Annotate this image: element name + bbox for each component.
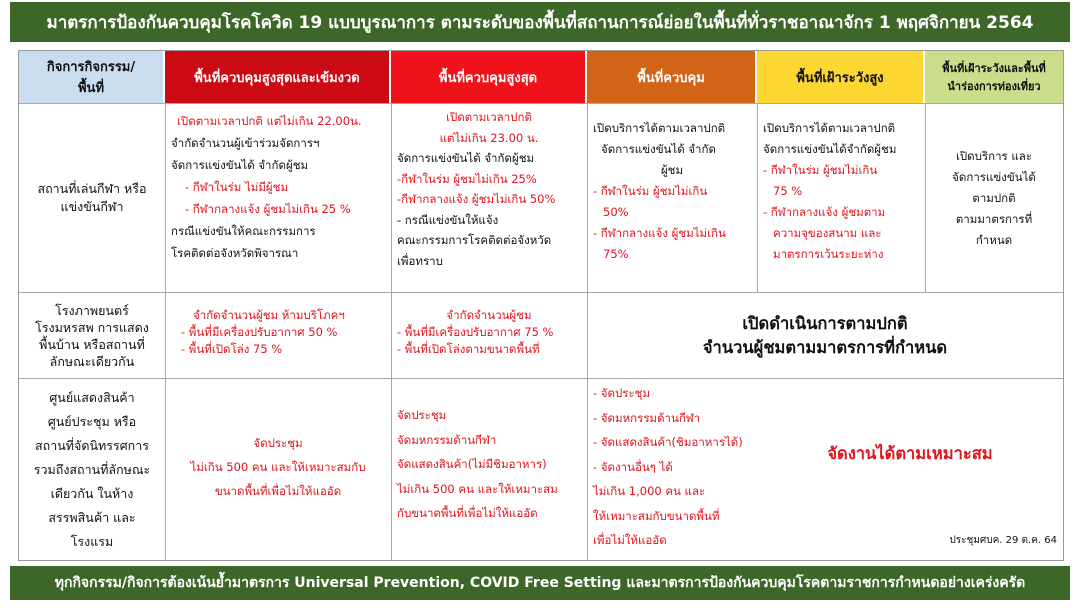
cell-line: ไม่เกิน 500 คน และให้เหมาะสมกับ — [190, 460, 366, 474]
header-high-watch-zone — [757, 51, 925, 103]
cell-line: ความจุของสนาม และ — [773, 226, 882, 240]
cell-line: จำกัดจำนวนผู้ชม ห้ามบริโภคฯ — [193, 308, 345, 322]
cell-line: กำหนด — [975, 233, 1013, 247]
sports-high-watch-cell — [757, 104, 925, 292]
row-label-line: โรงภาพยนตร์ — [55, 302, 129, 318]
header-control-label: พื้นที่ควบคุม — [637, 70, 705, 86]
row-label-sports — [19, 104, 165, 292]
cell-line: จำกัดจำนวนผู้เข้าร่วมจัดการฯ — [171, 136, 320, 150]
footer-banner — [10, 566, 1070, 600]
cinema-max-cell — [391, 293, 587, 378]
row-label-line: ศูนย์ประชุม หรือ — [47, 413, 137, 429]
header-watch-line2: นำร่องการท่องเที่ยว — [947, 80, 1041, 93]
header-max-strict-zone — [165, 51, 391, 103]
cell-line: จัดมหกรรมด้านกีฬา — [397, 432, 497, 447]
page-title: มาตรการป้องกันควบคุมโรคโควิด 19 แบบบูรณาการ ตามระดับของพื้นที่สถานการณ์ย่อยในพื้นที่ทั่วราชอาณาจักร 1 พฤศจิกายน 2564 — [46, 12, 1034, 33]
exhibition-control-cell — [587, 379, 757, 560]
cell-line: - กีฬากลางแจ้ง ผู้ชมตาม — [763, 205, 886, 219]
cell-line: -กีฬาในร่ม ผู้ชมไม่เกิน 25% — [397, 171, 537, 186]
sports-control-cell — [587, 104, 757, 292]
header-control-zone — [587, 51, 757, 103]
cell-line: จัดการแข่งขันได้ จำกัดผู้ชม — [171, 158, 309, 172]
cell-line: - จัดประชุม — [593, 386, 651, 400]
header-max-zone — [391, 51, 587, 103]
cell-line: 75% — [603, 247, 629, 261]
cell-line: กับขนาดพื้นที่เพื่อไม่ให้แออัด — [397, 506, 538, 520]
row-label-line: เดียวกัน ในห้าง — [50, 485, 134, 501]
cell-line: จัดการแข่งขันได้ จำกัดผู้ชม — [397, 151, 535, 165]
header-activity-line1: กิจการกิจกรรม/ — [46, 60, 136, 75]
cell-line: เปิดตามเวลาปกติ — [446, 110, 532, 124]
cell-line: - กรณีแข่งขันให้แจ้ง — [397, 212, 499, 227]
sports-max-cell — [391, 104, 587, 292]
exhibition-merged-cell — [757, 379, 1063, 529]
cell-line: - กีฬาในร่ม ไม่มีผู้ชม — [185, 180, 289, 194]
cell-line: ผู้ชม — [660, 163, 684, 177]
row-label-line: พื้นบ้าน หรือสถานที่ — [39, 336, 145, 352]
cell-line: -กีฬากลางแจ้ง ผู้ชมไม่เกิน 50% — [397, 192, 556, 206]
cell-line: จัดงานได้ตามเหมาะสม — [827, 444, 993, 463]
cell-line: 75 % — [773, 184, 803, 198]
cell-line: กรณีแข่งขันให้คณะกรรมการ — [171, 224, 316, 238]
header-max-label: พื้นที่ควบคุมสูงสุด — [438, 70, 538, 86]
footer-text: ทุกกิจกรรม/กิจการต้องเน้นย้ำมาตรการ Universal Prevention, COVID Free Setting และมาตรการป้องกันควบคุมโรคตามราชการกำหนดอย่างเคร่งครัด — [54, 575, 1026, 591]
measures-table — [18, 50, 1064, 561]
cell-line: จัดประชุม — [253, 436, 303, 450]
exhibition-max-strict-cell — [165, 379, 391, 560]
cell-line: - พื้นที่มีเครื่องปรับอากาศ 50 % — [181, 325, 338, 339]
cell-line: ตามมาตรการที่ — [955, 212, 1033, 226]
cell-line: แต่ไม่เกิน 23.00 น. — [439, 130, 539, 145]
cell-line: - พื้นที่เปิดโล่งตามขนาดพื้นที่ — [397, 342, 540, 356]
cell-line: เปิดบริการได้ตามเวลาปกติ — [593, 121, 726, 135]
sports-watch-tourism-cell — [925, 104, 1063, 292]
cell-line: ไม่เกิน 1,000 คน และ — [593, 484, 706, 498]
cell-line: - จัดงานอื่นๆ ได้ — [593, 459, 673, 474]
cell-line: มาตรการเว้นระยะห่าง — [773, 247, 884, 261]
cell-line: จัดการแข่งขันได้ — [952, 170, 1036, 184]
cell-line: จำกัดจำนวนผู้ชม — [446, 308, 532, 322]
cell-line: - จัดมหกรรมด้านกีฬา — [593, 410, 701, 425]
row-label-line: โรงมหรสพ การแสดง — [35, 319, 149, 335]
header-high-watch-label: พื้นที่เฝ้าระวังสูง — [796, 70, 884, 86]
row-label-line: รวมถึงสถานที่ลักษณะ — [33, 461, 151, 477]
row-label-cinema — [19, 293, 165, 378]
header-max-strict-label: พื้นที่ควบคุมสูงสุดและเข้มงวด — [194, 70, 360, 86]
cell-line: ให้เหมาะสมกับขนาดพื้นที่ — [593, 508, 720, 523]
cell-line: 50% — [603, 205, 629, 219]
cell-line: - กีฬากลางแจ้ง ผู้ชมไม่เกิน — [593, 226, 726, 240]
cell-line: คณะกรรมการโรคติดต่อจังหวัด — [397, 233, 552, 247]
row-label-line: แข่งขันกีฬา — [60, 199, 124, 214]
row-label-line: สถานที่เล่นกีฬา หรือ — [37, 181, 147, 196]
exhibition-max-cell — [391, 379, 587, 560]
header-activity-line2: พื้นที่ — [77, 81, 105, 96]
cell-line: เพื่อไม่ให้แออัด — [593, 533, 667, 547]
row-label-line: สรรพสินค้า และ — [48, 509, 136, 525]
cell-line: - กีฬาในร่ม ผู้ชมไม่เกิน — [593, 184, 708, 198]
cell-line: จัดการแข่งขันได้ จำกัด — [601, 142, 716, 156]
cell-line: เพื่อทราบ — [397, 253, 443, 268]
cell-line: - จัดแสดงสินค้า(ชิมอาหารได้) — [593, 435, 743, 449]
cell-line: ขนาดพื้นที่เพื่อไม่ให้แออัด — [214, 484, 342, 498]
cell-line: เปิดตามเวลาปกติ แต่ไม่เกิน 22.00น. — [177, 114, 362, 128]
header-watch-tourism-zone — [925, 51, 1063, 103]
header-activity — [19, 51, 165, 103]
cell-line: จัดแสดงสินค้า(ไม่มีชิมอาหาร) — [397, 457, 547, 471]
row-label-line: โรงแรม — [70, 533, 114, 549]
cell-line: - กีฬากลางแจ้ง ผู้ชมไม่เกิน 25 % — [185, 202, 351, 216]
header-watch-line1: พื้นที่เฝ้าระวังและพื้นที่ — [942, 62, 1046, 75]
cell-line: เปิดดำเนินการตามปกติ — [742, 313, 908, 333]
sports-max-strict-cell — [165, 104, 391, 292]
cell-line: จัดการแข่งขันได้จำกัดผู้ชม — [763, 142, 897, 156]
cell-line: เปิดบริการได้ตามเวลาปกติ — [763, 121, 896, 135]
cinema-max-strict-cell — [165, 293, 391, 378]
cell-line: ตามปกติ — [972, 191, 1016, 205]
cell-line: เปิดบริการ และ — [955, 149, 1033, 163]
meeting-note — [757, 533, 1057, 553]
cinema-open-normal-cell — [587, 293, 1063, 378]
row-label-exhibition — [19, 379, 165, 560]
cell-line: - พื้นที่เปิดโล่ง 75 % — [181, 342, 283, 356]
row-label-line: ลักษณะเดียวกัน — [49, 353, 135, 369]
cell-line: ไม่เกิน 500 คน และให้เหมาะสม — [397, 481, 558, 496]
row-label-line: ศูนย์แสดงสินค้า — [49, 389, 135, 405]
row-label-line: สถานที่จัดนิทรรศการ — [35, 437, 149, 453]
meeting-note-text: ประชุมศบค. 29 ต.ค. 64 — [949, 535, 1057, 546]
cell-line: - พื้นที่มีเครื่องปรับอากาศ 75 % — [397, 325, 554, 339]
cell-line: จัดประชุม — [397, 408, 447, 422]
cell-line: จำนวนผู้ชมตามมาตรการที่กำหนด — [702, 337, 948, 357]
title-banner — [10, 2, 1070, 42]
cell-line: โรคติดต่อจังหวัดพิจารณา — [171, 246, 299, 260]
cell-line: - กีฬาในร่ม ผู้ชมไม่เกิน — [763, 163, 878, 177]
